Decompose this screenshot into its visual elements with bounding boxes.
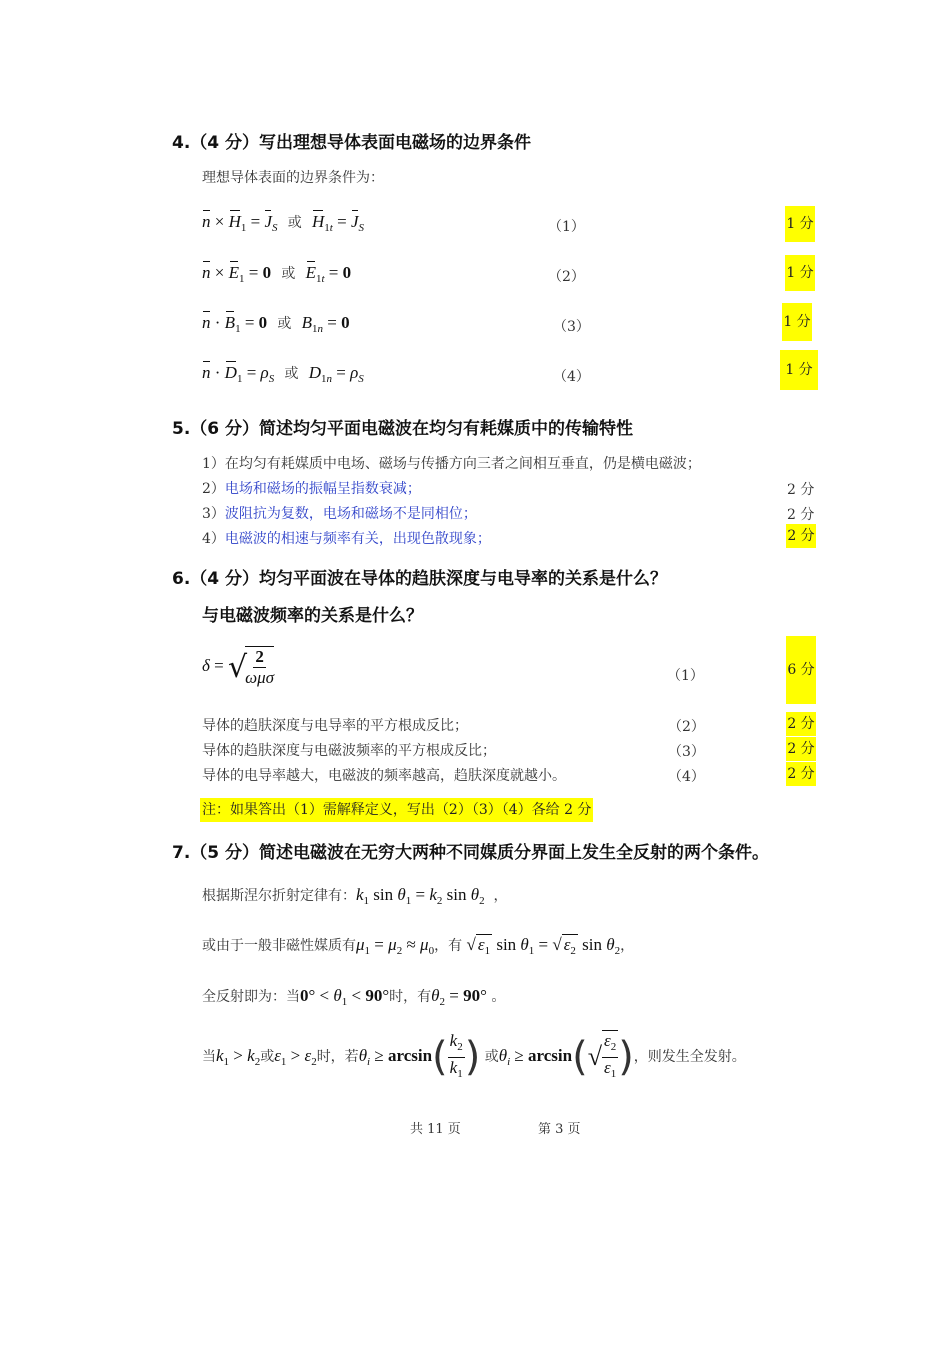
score-badge: 2 分 — [786, 762, 816, 786]
q7-line4-prefix: 当 — [202, 1049, 216, 1065]
score-badge: 2 分 — [786, 524, 816, 548]
q7-line3-mid: 时，有 — [389, 989, 432, 1005]
q7-line1-prefix: 根据斯涅尔折射定律有： — [202, 888, 356, 904]
score-badge: 6 分 — [786, 636, 816, 704]
q6-title: 6.（4 分）均匀平面波在导体的趋肤深度与电导率的关系是什么？ — [172, 569, 668, 589]
score-label: 2 分 — [787, 482, 815, 498]
q7-line2-mid: ，有 — [434, 938, 463, 954]
q5-item — [202, 503, 477, 523]
q5-item: 1）在均匀有耗媒质中电场、磁场与传播方向三者之间相互垂直，仍是横电磁波； — [202, 456, 701, 472]
q7-title: 7.（5 分）简述电磁波在无穷大两种不同媒质分界面上发生全反射的两个条件。 — [172, 843, 770, 863]
score-badge: 1 分 — [782, 303, 812, 341]
q6-line: 导体的趋肤深度与电导率的平方根成反比； — [202, 718, 468, 734]
q7-line3-prefix: 全反射即为：当 — [202, 989, 300, 1005]
q6-subtitle: 与电磁波频率的关系是什么？ — [202, 606, 423, 626]
q5-item-prefix: 2） — [202, 481, 225, 497]
q5-item-text: 波阻抗为复数，电场和磁场不是同相位； — [224, 506, 477, 522]
q5-item-prefix: 3） — [202, 506, 225, 522]
q5-item — [202, 528, 491, 548]
eq-number: （4） — [668, 769, 705, 785]
eq-number: （1） — [548, 219, 585, 235]
q7-line2: 或由于一般非磁性媒质有$\mu_1 = \mu_2 \approx \mu_0$，有 √ $\varepsilon_1$ $\sin \theta_1$ = √ $\varepsilon_2$ $\sin \theta_2$， — [202, 935, 635, 957]
q4-eq3: $n \cdot B_1 = 0$ 或 $B_{1n} = 0$ — [202, 313, 350, 335]
q5-title: 5.（6 分）简述均匀平面电磁波在均匀有耗媒质中的传输特性 — [172, 419, 634, 439]
or-label: 或 — [284, 367, 299, 382]
q7-line4-or2: 或 — [484, 1049, 499, 1065]
q5-item-text: 电磁波的相速与频率有关，出现色散现象； — [224, 531, 491, 547]
q4-eq2: $n \times E_1 = 0$ 或 $E_{1t} = 0$ — [202, 263, 352, 285]
score-badge: 2 分 — [786, 737, 816, 761]
q5-item — [202, 478, 421, 498]
page-total: 共 11 页 — [410, 1122, 461, 1137]
q7-line1: 根据斯涅尔折射定律有：$k_1$ $\sin \theta_1 = k_2$ $\sin \theta_2$ ， — [202, 885, 508, 907]
q6-line: 导体的趋肤深度与电磁波频率的平方根成反比； — [202, 743, 496, 759]
q5-item-prefix: 4） — [202, 531, 225, 547]
q5-item-text: 电场和磁场的振幅呈指数衰减； — [224, 481, 421, 497]
eq-number: （4） — [553, 369, 590, 385]
q4-title: 4.（4 分）写出理想导体表面电磁场的边界条件 — [172, 133, 532, 153]
q7-line4: 当$k_1 > k_2$或$\varepsilon_1 > \varepsilon_2$时，若$\theta_i \ge \arcsin$( $\frac{k_2}{k_1}$ ) 或$\theta_i \ge \arcsin(√$ $\frac{\varepsilon_2}{\varepsilon_1}$ )，则发生全发射。 — [202, 1030, 746, 1084]
eq-number: （3） — [668, 744, 705, 760]
score-label: 2 分 — [787, 507, 815, 523]
or-label: 或 — [281, 267, 296, 282]
grading-note: 注：如果答出（1）需解释定义，写出（2）（3）（4）各给 2 分 — [200, 798, 593, 822]
score-badge: 1 分 — [785, 255, 815, 291]
eq-number: （3） — [553, 319, 590, 335]
eq-number: （1） — [667, 668, 704, 684]
q6-line: 导体的电导率越大，电磁波的频率越高，趋肤深度就越小。 — [202, 768, 566, 784]
q7-line4-or: 或 — [260, 1049, 275, 1065]
q6-formula: δ = √ $\frac{2}{\text{ωμσ}}$ — [202, 647, 275, 687]
or-label: 或 — [287, 216, 302, 231]
page-number: 第 3 页 — [538, 1122, 581, 1137]
q7-line2-prefix: 或由于一般非磁性媒质有 — [202, 938, 356, 954]
q7-line3: 全反射即为：当$0^\circ < \theta_1 < 90^\circ$时，有$\theta_2 = 90^\circ$ 。 — [202, 986, 506, 1008]
score-badge: 2 分 — [786, 712, 816, 736]
q4-intro: 理想导体表面的边界条件为： — [202, 170, 384, 186]
score-badge: 1 分 — [785, 206, 815, 242]
eq-number: （2） — [548, 269, 585, 285]
eq-number: （2） — [668, 719, 705, 735]
q7-line4-when: 时，若 — [316, 1049, 359, 1065]
score-badge: 1 分 — [780, 350, 818, 390]
q7-line4-suffix: ，则发生全发射。 — [633, 1049, 746, 1065]
or-label: 或 — [277, 317, 292, 332]
q4-eq4: $n \cdot D_1 = \rho_S$ 或 $D_{1n} = \rho_S$ — [202, 363, 364, 385]
q4-eq1: $n \times H_1 = J_S$ 或 $H_{1t} = J_S$ — [202, 212, 364, 234]
